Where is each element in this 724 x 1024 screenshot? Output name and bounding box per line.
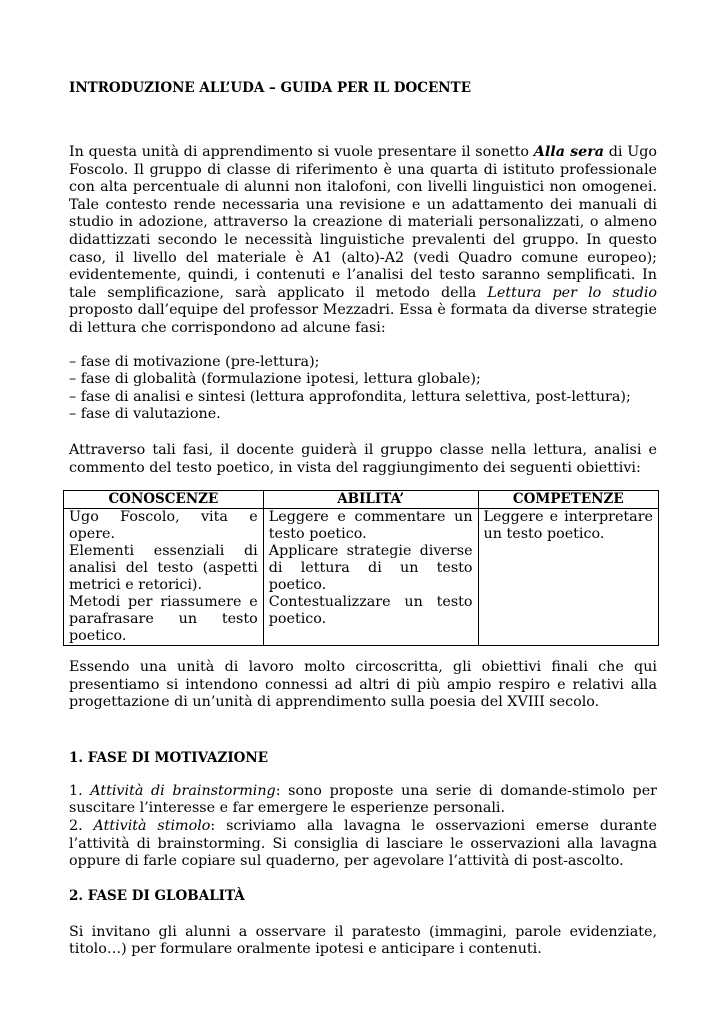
document-page — [69, 80, 657, 959]
section-heading-motivazione: 1. FASE DI MOTIVAZIONE — [69, 749, 269, 766]
activity-title: Attività di brainstorming — [90, 782, 276, 799]
document-title: INTRODUZIONE ALL’UDA – GUIDA PER IL DOCENTE — [69, 80, 471, 96]
cell-line: Leggere e commentare un testo poetico. — [268, 509, 473, 543]
phase-item: – fase di globalità (formulazione ipotesi, lettura globale); — [69, 371, 481, 388]
activity-brainstorming — [69, 783, 657, 818]
section-heading-globalita: 2. FASE DI GLOBALITÀ — [69, 887, 245, 904]
globalita-paragraph: Si invitano gli alunni a osservare il paratesto (immagini, parole evidenziate, titolo…) per formulare oralmente ipotesi e anticipare i contenuti. — [69, 923, 657, 958]
cell-line: Ugo Foscolo, vita e opere. — [69, 509, 258, 543]
header-abilita: ABILITA’ — [263, 491, 478, 509]
phases-list — [69, 354, 657, 424]
cell-line: Elementi essenziali di analisi del testo (aspetti metrici e retorici). — [69, 543, 258, 594]
cell-line: Applicare strategie diverse di lettura di un testo poetico. — [268, 543, 473, 594]
intro-paragraph — [69, 144, 657, 338]
activity-text: : scriviamo alla lavagna le osservazioni emerse durante l’attività di brainstorming. Si consiglia di lasciare le osservazioni alla lavagna oppure di farle copiare sul quaderno, per agevolare l’attività di post-ascolto. — [69, 818, 657, 870]
cell-abilita — [263, 509, 478, 646]
table-row — [64, 509, 659, 646]
cell-competenze — [478, 509, 658, 646]
activity-text: : sono proposte una serie di domande-stimolo per suscitare l’interesse e far emergere le esperienze personali. — [69, 782, 657, 817]
activity-number: 1. — [69, 782, 91, 799]
activity-stimolo — [69, 818, 657, 871]
intro-text-start: In questa unità di apprendimento si vuole presentare il sonetto — [69, 144, 534, 160]
closing-paragraph: Essendo una unità di lavoro molto circoscritta, gli obiettivi finali che qui presentiamo si intendono connessi ad altri di più ampio respiro e relativi alla progettazione di un’unità di apprendimento sulla poesia del XVIII secolo. — [69, 659, 657, 711]
phase-item: – fase di valutazione. — [69, 406, 221, 423]
cell-line: Leggere e interpretare un testo poetico. — [483, 509, 653, 543]
sonnet-title: Alla sera — [533, 144, 605, 160]
method-name: Lettura per lo studio — [487, 284, 657, 301]
objectives-intro: Attraverso tali fasi, il docente guiderà il gruppo classe nella lettura, analisi e commento del testo poetico, in vista del raggiungimento dei seguenti obiettivi: — [69, 441, 657, 476]
objectives-table — [63, 490, 659, 646]
cell-line: Metodi per riassumere e parafrasare un testo poetico. — [69, 594, 258, 645]
header-conoscenze: CONOSCENZE — [64, 491, 264, 509]
activity-number: 2. — [69, 818, 94, 835]
intro-text-end: proposto dall’equipe del professor Mezzadri. Essa è formata da diverse strategie di lettura che corrispondono ad alcune fasi: — [69, 302, 657, 336]
header-competenze: COMPETENZE — [478, 491, 658, 509]
table-header-row — [64, 491, 659, 509]
phase-item: – fase di motivazione (pre-lettura); — [69, 353, 320, 370]
phase-item: – fase di analisi e sintesi (lettura approfondita, lettura selettiva, post-lettura); — [69, 388, 631, 405]
intro-text-middle: di Ugo Foscolo. Il gruppo di classe di riferimento è una quarta di istituto professionale con alta percentuale di alunni non italofoni, con livelli linguistici non omogenei. Tale contesto rende necessaria una revisione e un adattamento dei manuali di studio in adozione, attraverso la creazione di materiali personalizzati, o almeno didattizzati secondo le necessità linguistiche prevalenti del gruppo. In questo caso, il livello del materiale è A1 (alto)-A2 (vedi Quadro comune europeo); evidentemente, quindi, i contenuti e l’analisi del testo saranno semplificati. In tale semplificazione, sarà applicato il metodo della — [69, 144, 658, 301]
cell-conoscenze — [64, 509, 264, 646]
activity-title: Attività stimolo — [93, 818, 211, 835]
cell-line: Contestualizzare un testo poetico. — [268, 594, 473, 628]
